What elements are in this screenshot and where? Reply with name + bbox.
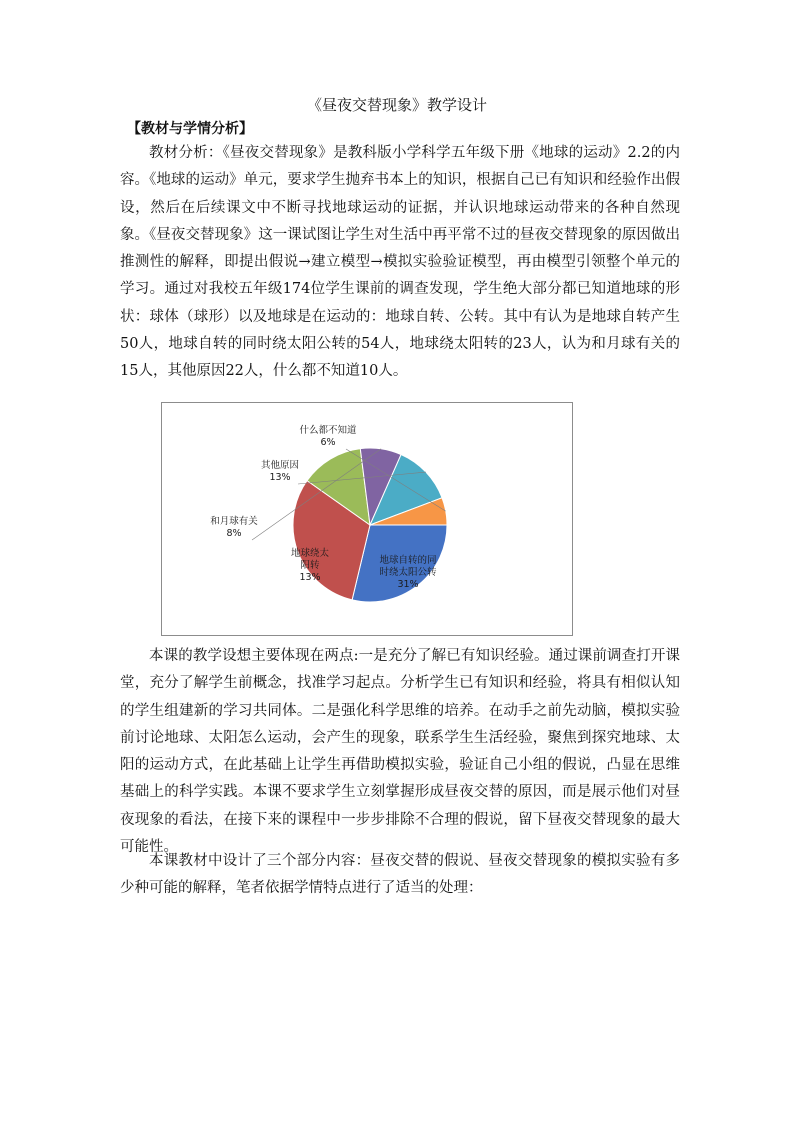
document-title: 《昼夜交替现象》教学设计 xyxy=(306,96,487,114)
pie-slice-label: 地球绕太阳转 13% xyxy=(290,548,330,583)
pie-chart-svg xyxy=(162,403,572,635)
paragraph-materials-analysis: 教材分析：《昼夜交替现象》是教科版小学科学五年级下册《地球的运动》2.2的内容。《地球的运动》单元，要求学生抛弃书本上的知识，根据自己已有知识和经验作出假设，然后在后续课文中不断寻找地球运动的证据，并认识地球运动带来的各种自然现象。《昼夜交替现象》这一课试图让学生对生活中再平常不过的昼夜交替现象的原因做出推测性的解释，即提出假说→建立模型→模拟实验验证模型，再由模型引领整个单元的学习。通过对我校五年级174位学生课前的调查发现，学生绝大部分都已知道地球的形状：球体（球形）以及地球是在运动的：地球自转、公转。其中有认为是地球自转产生50人，地球自转的同时绕太阳公转的54人，地球绕太阳转的23人，认为和月球有关的15人，其他原因22人，什么都不知道10人。 xyxy=(120,145,680,380)
pie-slice-label: 和月球有关 8% xyxy=(210,516,258,539)
section-heading: 【教材与学情分析】 xyxy=(127,121,253,137)
paragraph-teaching-idea: 本课的教学设想主要体现在两点:一是充分了解已有知识经验。通过课前调查打开课堂，充分了解学生前概念，找准学习起点。分析学生已有知识和经验，将具有相似认知的学生组建新的学习共同体。二是强化科学思维的培养。在动手之前先动脑，模拟实验前讨论地球、太阳怎么运动，会产生的现象，联系学生生活经验，聚焦到探究地球、太阳的运动方式，在此基础上让学生再借助模拟实验，验证自己小组的假说，凸显在思维基础上的科学实践。本课不要求学生立刻掌握形成昼夜交替的原因，而是展示他们对昼夜现象的看法，在接下来的课程中一步步排除不合理的假说，留下昼夜交替现象的最大可能性。 xyxy=(120,648,680,856)
paragraph-content-overview: 本课教材中设计了三个部分内容：昼夜交替的假说、昼夜交替现象的模拟实验有多少种可能的解释，笔者依据学情特点进行了适当的处理： xyxy=(120,853,680,897)
pie-slice-label: 什么都不知道 6% xyxy=(299,425,357,448)
pie-slice-label: 其他原因 13% xyxy=(260,460,300,483)
pie-slice-label: 地球自转的同时绕太阳公转 31% xyxy=(379,555,437,590)
pie-chart xyxy=(161,402,573,636)
